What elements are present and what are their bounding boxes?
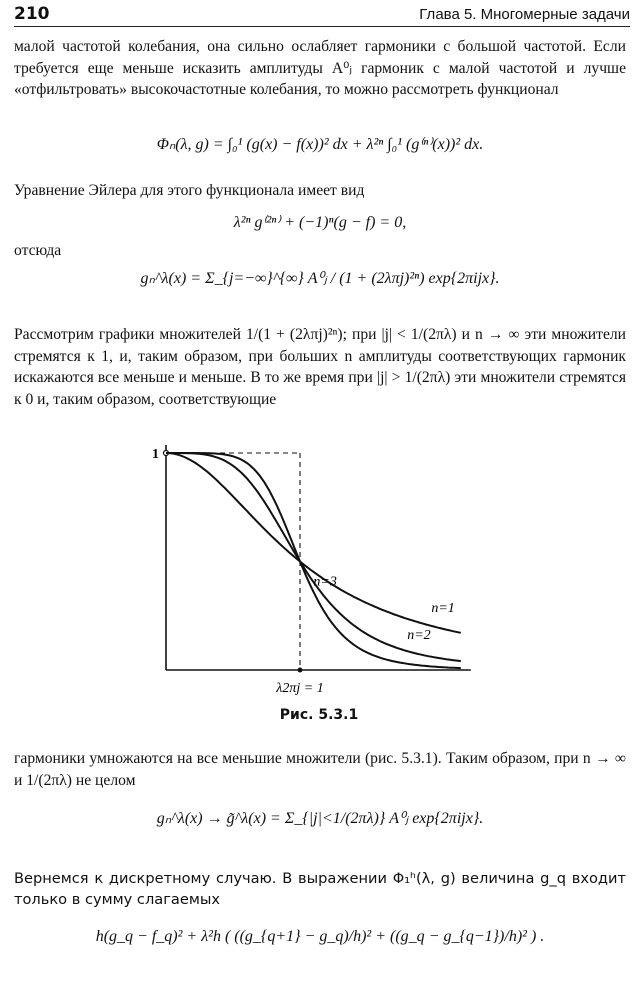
paragraph-5: гармоники умножаются на все меньшие множители (рис. 5.3.1). Таким образом, при n → ∞ и 1/(2πλ) не целом (14, 750, 626, 789)
series-curve-n2 (166, 453, 461, 661)
formula-limit: gₙ^λ(x) → g̃^λ(x) = Σ_{|j|<1/(2πλ)} A⁰ⱼ exp{2πijx}. (156, 810, 484, 827)
series-label-n3: n=3 (313, 574, 337, 590)
y-tick-label: 1 (152, 447, 159, 462)
series-curve-n1 (166, 453, 461, 633)
x-tick-marker (298, 668, 303, 673)
series-curve-n3 (166, 453, 461, 668)
chapter-title: Глава 5. Многомерные задачи (419, 6, 630, 23)
figure-caption: Рис. 5.3.1 (279, 707, 359, 723)
formula-euler: λ²ⁿ g⁽²ⁿ⁾ + (−1)ⁿ(g − f) = 0, (233, 214, 407, 231)
paragraph-2: Уравнение Эйлера для этого функционала имеет вид (14, 182, 365, 199)
series-label-n2: n=2 (407, 628, 431, 644)
page-header (14, 2, 630, 27)
series-label-n1: n=1 (431, 600, 455, 616)
formula-solution: gₙ^λ(x) = Σ_{j=−∞}^{∞} A⁰ⱼ / (1 + (2λπj)²ⁿ) exp{2πijx}. (140, 270, 500, 287)
y-tick-marker (164, 451, 169, 456)
formula-discrete: h(g_q − f_q)² + λ²h ( ((g_{q+1} − g_q)/h)² + ((g_q − g_{q−1})/h)² ) . (95, 928, 545, 945)
paragraph-4: Рассмотрим графики множителей 1/(1 + (2λπj)²ⁿ); при |j| < 1/(2πλ) и n → ∞ эти множители стремятся к 1, и, таким образом, при больших n амплитуды соответствующих гармоник искажаются все меньше и меньше. В то же время при |j| > 1/(2πλ) эти множители стремятся к 0 и, таким образом, соответствующие (14, 326, 626, 408)
paragraph-3: отсюда (14, 242, 62, 259)
x-tick-label: λ2πj = 1 (276, 681, 324, 696)
paragraph-1: малой частотой колебания, она сильно ослабляет гармоники с большой частотой. Если требуется еще меньше исказить амплитуды A⁰ⱼ гармоник с малой частотой и лучше «отфильтровать» высокочастотные колебания, то можно рассмотреть функционал (14, 38, 626, 98)
paragraph-6: Вернемся к дискретному случаю. В выражении Φ₁ʰ(λ, g) величина g_q входит только в сумму слагаемых (14, 870, 626, 908)
page-number: 210 (14, 4, 50, 24)
formula-functional: Φₙ(λ, g) = ∫₀¹ (g(x) − f(x))² dx + λ²ⁿ ∫₀¹ (g⁽ⁿ⁾(x))² dx. (156, 136, 484, 153)
